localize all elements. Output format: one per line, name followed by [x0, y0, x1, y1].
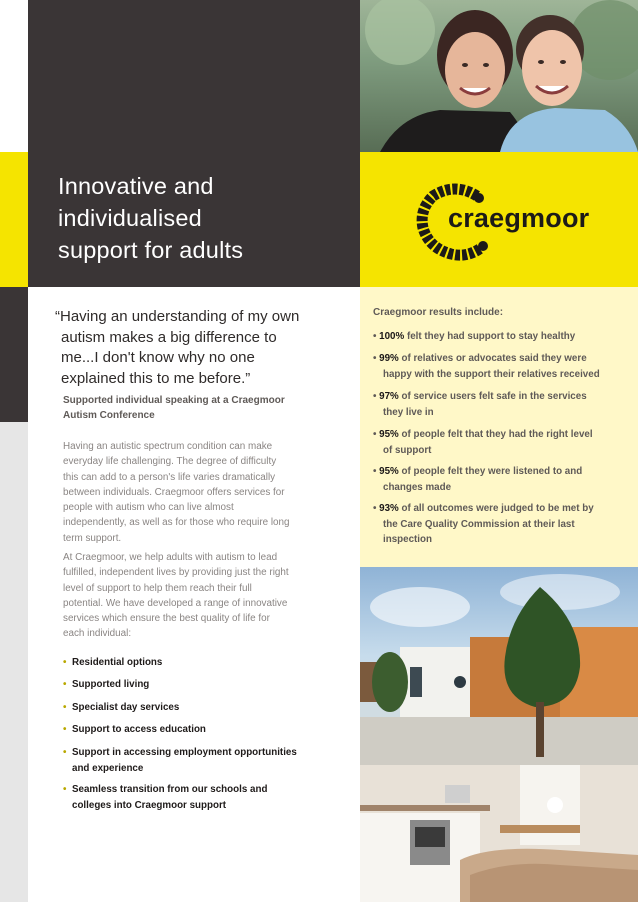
result-text: of service users felt safe in the services — [401, 391, 587, 402]
paragraph-line: everyday life challenging. The degree of difficulty — [63, 456, 277, 468]
edge-strip-yellow — [0, 152, 28, 287]
result-figure: 95% — [379, 466, 399, 477]
list-item-text: Support to access education — [72, 724, 206, 735]
paragraph-line: fulfilled, independent lives by providing just the right — [63, 567, 289, 579]
list-item — [63, 722, 206, 738]
results-title: Craegmoor results include: — [373, 307, 504, 318]
paragraph-line: people with autism who can live almost — [63, 502, 234, 514]
edge-strip-dark — [0, 287, 28, 422]
result-figure: 95% — [379, 429, 399, 440]
list-item-text: Seamless transition from our schools and — [72, 784, 268, 795]
paragraph-line: level of support to help them reach their full — [63, 582, 252, 594]
result-item: • 99% of relatives or advocates said they were happy with the support their relatives received — [373, 351, 633, 382]
bullet-icon: • — [63, 679, 67, 690]
photo-interior — [360, 765, 638, 902]
result-item: • 97% of service users felt safe in the services they live in — [373, 389, 633, 420]
quote-attribution — [63, 393, 285, 423]
paragraph-line: this can add to a person's life varies dramatically — [63, 471, 276, 483]
photo-interior-illustration — [360, 765, 638, 902]
result-text: they live in — [383, 406, 434, 418]
result-text: of people felt that they had the right level — [401, 429, 593, 440]
list-item-text: colleges into Craegmoor support — [72, 799, 227, 811]
list-item — [63, 782, 267, 813]
list-item — [63, 745, 297, 776]
pull-quote — [55, 307, 355, 389]
edge-strip-gray — [0, 422, 28, 902]
page-title — [58, 170, 348, 266]
paragraph-line: each individual: — [63, 628, 132, 640]
result-text: of people felt they were listened to and — [401, 466, 583, 477]
body-paragraph — [63, 439, 290, 546]
result-item: • 95% of people felt that they had the right level of support — [373, 427, 633, 458]
photo-building — [360, 567, 638, 765]
bullet-icon: • — [63, 747, 67, 758]
paragraph-line: between individuals. Craegmoor offers services for — [63, 486, 285, 498]
result-figure: 100% — [379, 331, 405, 342]
list-item-text: and experience — [72, 762, 144, 774]
bullet-icon: • — [63, 702, 67, 713]
result-text: of all outcomes were judged to be met by — [401, 503, 594, 514]
bullet-icon: • — [63, 657, 67, 668]
paragraph-line: potential. We have developed a range of innovative — [63, 597, 288, 609]
body-paragraph — [63, 550, 289, 642]
result-figure: 93% — [379, 503, 399, 514]
list-item-text: Residential options — [72, 657, 163, 668]
photo-building-illustration — [360, 567, 638, 765]
quote-line: me...I don't know why no one — [61, 349, 255, 366]
paragraph-line: Having an autistic spectrum condition can make — [63, 441, 273, 452]
quote-line: autism makes a big difference to — [61, 328, 277, 346]
result-text: inspection — [383, 534, 432, 545]
photo-two-people — [360, 0, 638, 152]
paragraph-line: At Craegmoor, we help adults with autism to lead — [63, 552, 278, 563]
photo-two-people-illustration — [360, 0, 638, 152]
title-line: support for adults — [58, 237, 244, 263]
quote-line: explained this to me before.” — [61, 369, 251, 387]
result-text: of support — [383, 444, 432, 456]
list-item-text: Supported living — [72, 679, 150, 690]
list-item — [63, 700, 179, 716]
result-figure: 99% — [379, 353, 399, 364]
paragraph-line: services which ensure the best quality of life for — [63, 613, 270, 625]
list-item-text: Support in accessing employment opportunities — [72, 747, 297, 758]
result-text: the Care Quality Commission at their last — [383, 518, 575, 530]
result-item: • 95% of people felt they were listened to and changes made — [373, 464, 633, 495]
list-item-text: Specialist day services — [72, 702, 180, 713]
list-item — [63, 655, 162, 671]
title-line: individualised — [58, 205, 202, 231]
attribution-line: Autism Conference — [63, 410, 155, 421]
result-text: changes made — [383, 481, 452, 493]
result-text: felt they had support to stay healthy — [406, 331, 576, 342]
result-text: happy with the support their relatives received — [383, 368, 600, 380]
paragraph-line: independently, as well as for those who require long — [63, 517, 290, 529]
bullet-icon: • — [63, 724, 67, 735]
result-item: • 93% of all outcomes were judged to be met by the Care Quality Commission at their last inspection — [373, 501, 633, 548]
result-item: • 100% felt they had support to stay healthy — [373, 331, 576, 342]
logo-wordmark: craegmoor — [448, 203, 590, 233]
quote-line: “Having an understanding of my own — [55, 308, 300, 325]
title-line: Innovative and — [58, 173, 214, 199]
paragraph-line: term support. — [63, 532, 122, 544]
result-figure: 97% — [379, 391, 399, 402]
result-text: of relatives or advocates said they were — [401, 353, 587, 364]
attribution-line: Supported individual speaking at a Craegmoor — [63, 395, 285, 406]
list-item — [63, 677, 149, 693]
bullet-icon: • — [63, 784, 67, 795]
